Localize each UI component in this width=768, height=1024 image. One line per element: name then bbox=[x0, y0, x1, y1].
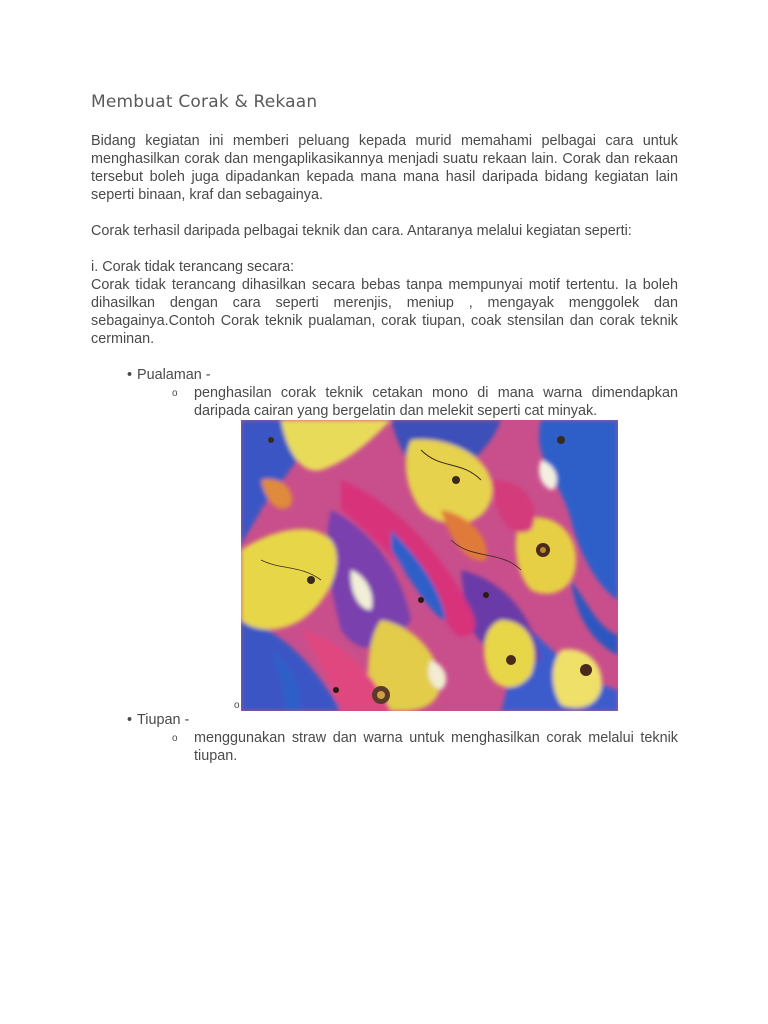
document-title: Membuat Corak & Rekaan bbox=[91, 92, 318, 112]
bullet-label: Pualaman - bbox=[137, 367, 211, 383]
image-item bbox=[234, 420, 678, 711]
sub-bullet-glyph: o bbox=[234, 700, 240, 711]
bullet-item-tiupan bbox=[127, 711, 678, 729]
section-heading: i. Corak tidak terancang secara: bbox=[91, 259, 295, 275]
sub-item-text: menggunakan straw dan warna untuk menghasilkan corak melalui teknik tiupan. bbox=[194, 730, 678, 764]
bullet-glyph: • bbox=[127, 367, 133, 383]
sub-bullet-glyph: o bbox=[172, 388, 178, 399]
bullet-item-pualaman bbox=[127, 366, 678, 384]
sub-bullet-glyph: o bbox=[172, 733, 178, 744]
sub-item-tiupan bbox=[172, 729, 678, 765]
document-page bbox=[91, 92, 678, 765]
marbling-artwork-image bbox=[241, 420, 618, 711]
bullet-label: Tiupan - bbox=[137, 712, 190, 728]
techniques-paragraph: Corak terhasil daripada pelbagai teknik dan cara. Antaranya melalui kegiatan seperti: bbox=[91, 223, 632, 239]
section-text: Corak tidak terancang dihasilkan secara bebas tanpa mempunyai motif tertentu. Ia boleh dihasilkan dengan cara seperti merenjis, meniup , mengayak menggolek dan sebagainya.Contoh Corak teknik pualaman, corak tiupan, coak stensilan dan corak teknik cerminan. bbox=[91, 277, 678, 347]
bullet-glyph: • bbox=[127, 712, 133, 728]
sub-item-text: penghasilan corak teknik cetakan mono di mana warna dimendapkan daripada cairan yang bergelatin dan melekit seperti cat minyak. bbox=[194, 385, 678, 419]
intro-paragraph: Bidang kegiatan ini memberi peluang kepada murid memahami pelbagai cara untuk menghasilkan corak dan mengaplikasikannya menjadi suatu rekaan lain. Corak dan rekaan tersebut boleh juga dipadankan kepada mana mana hasil daripada bidang kegiatan lain seperti binaan, kraf dan sebagainya. bbox=[91, 133, 678, 203]
sub-item-pualaman bbox=[172, 384, 678, 420]
